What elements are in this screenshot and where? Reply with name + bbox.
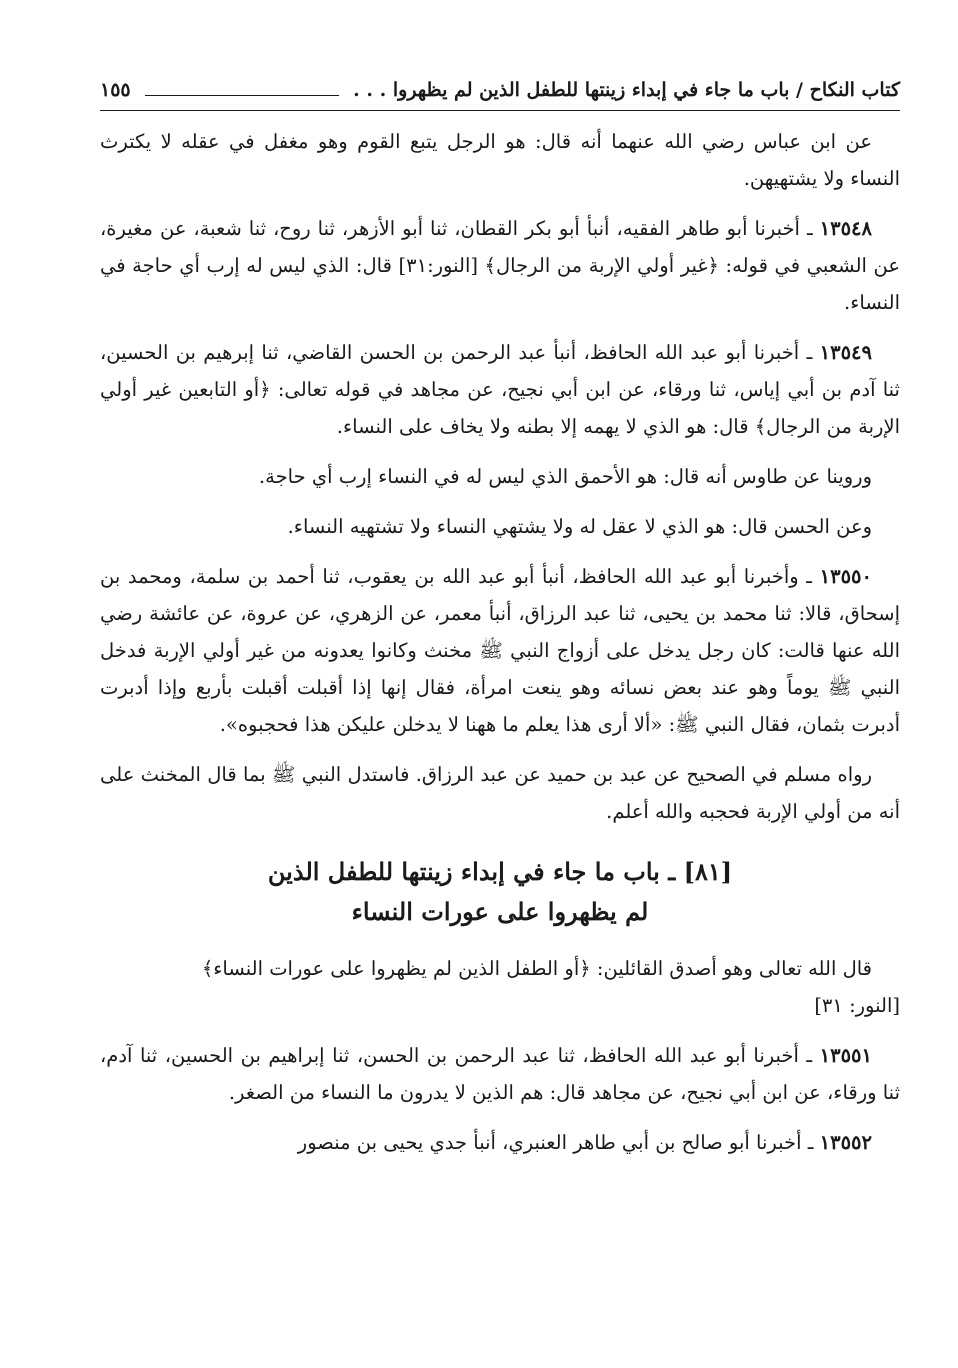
paragraph-muslim xyxy=(100,756,900,830)
hadith-number: ١٣٥٥٢ xyxy=(819,1131,872,1154)
paragraph-continuation xyxy=(100,123,900,197)
hadith-13552 xyxy=(100,1124,900,1161)
paragraph-tawus xyxy=(100,458,900,495)
verse-reference-text: [النور: ٣١] xyxy=(814,994,900,1017)
paragraph-text: ـ وأخبرنا أبو عبد الله الحافظ، أنبأ أبو عبد الله بن يعقوب، ثنا أحمد بن سلمة، ومحمد بن إسحاق، قالا: ثنا محمد بن يحيى، ثنا عبد الرزاق، أنبأ معمر، عن الزهري، عن عروة، عن عائشة رضي الله عنها قالت: كان رجل يدخل على أزواج النبي ﷺ مخنث وكانوا يعدونه من غير أولي الإربة فدخل النبي ﷺ يوماً وهو عند بعض نسائه وهو ينعت امرأة، فقال إنها إذا أقبلت أقبلت بأربع وإذا أدبرت أدبرت بثمان، فقال النبي ﷺ: «ألا أرى هذا يعلم ما ههنا لا يدخلن عليكن هذا فحجبوه». xyxy=(100,565,900,736)
paragraph-text: قال الله تعالى وهو أصدق القائلين: ﴿أو الطفل الذين لم يظهروا على عورات النساء﴾ xyxy=(201,957,872,980)
paragraph-text: ـ أخبرنا أبو صالح بن أبي طاهر العنبري، أنبأ جدي يحيى بن منصور xyxy=(297,1131,820,1154)
paragraph-text: رواه مسلم في الصحيح عن عبد بن حميد عن عبد الرزاق. فاستدل النبي ﷺ بما قال المخنث على أنه من أولي الإربة فحجبه والله أعلم. xyxy=(100,763,900,823)
verse-reference xyxy=(100,987,900,1024)
running-header xyxy=(100,70,900,111)
hadith-13550 xyxy=(100,558,900,743)
paragraph-quran-verse xyxy=(100,950,900,987)
paragraph-hasan xyxy=(100,508,900,545)
paragraph-text: ـ أخبرنا أبو طاهر الفقيه، أنبأ أبو بكر القطان، ثنا أبو الأزهر، ثنا روح، ثنا شعبة، عن مغيرة، عن الشعبي في قوله: ﴿غير أولي الإربة من الرجال﴾ [النور:٣١] قال: الذي ليس له إرب أي حاجة في النساء. xyxy=(100,217,900,314)
paragraph-text: ـ أخبرنا أبو عبد الله الحافظ، ثنا عبد الرحمن بن الحسن، ثنا إبراهيم بن الحسين، ثنا آدم، ثنا ورقاء، عن ابن أبي نجيح، عن مجاهد قال: هم الذين لا يدرون ما النساء من الصغر. xyxy=(100,1044,900,1104)
hadith-number: ١٣٥٥١ xyxy=(819,1044,872,1067)
paragraph-text: وعن الحسن قال: هو الذي لا عقل له ولا يشتهي النساء ولا تشتهيه النساء. xyxy=(287,515,872,538)
page-number: ١٥٥ xyxy=(100,79,131,101)
hadith-number: ١٣٥٤٨ xyxy=(819,217,872,240)
header-title: كتاب النكاح / باب ما جاء في إبداء زينتها للطفل الذين لم يظهروا . . . xyxy=(353,79,900,101)
chapter-heading xyxy=(100,852,900,932)
paragraph-text: وروينا عن طاوس أنه قال: هو الأحمق الذي ليس له في النساء إرب أي حاجة. xyxy=(258,465,872,488)
hadith-number: ١٣٥٥٠ xyxy=(819,565,872,588)
paragraph-text: ـ أخبرنا أبو عبد الله الحافظ، أنبأ عبد الرحمن بن الحسن القاضي، ثنا إبرهيم بن الحسين، ثنا آدم بن أبي إياس، ثنا ورقاء، عن ابن أبي نجيح، عن مجاهد في قوله تعالى: ﴿أو التابعين غير أولي الإربة من الرجال﴾ قال: هو الذي لا يهمه إلا بطنه ولا يخاف على النساء. xyxy=(100,341,900,438)
paragraph-text: عن ابن عباس رضي الله عنهما أنه قال: هو الرجل يتبع القوم وهو مغفل في عقله لا يكترث النساء ولا يشتهيهن. xyxy=(100,130,900,190)
hadith-13551 xyxy=(100,1037,900,1111)
hadith-13548 xyxy=(100,210,900,321)
hadith-13549 xyxy=(100,334,900,445)
chapter-heading-line-1: [٨١] ـ باب ما جاء في إبداء زينتها للطفل الذين xyxy=(267,857,733,886)
book-page xyxy=(100,70,900,1174)
hadith-number: ١٣٥٤٩ xyxy=(819,341,872,364)
chapter-heading-line-2: لم يظهروا على عورات النساء xyxy=(351,897,649,926)
header-divider xyxy=(145,85,340,96)
